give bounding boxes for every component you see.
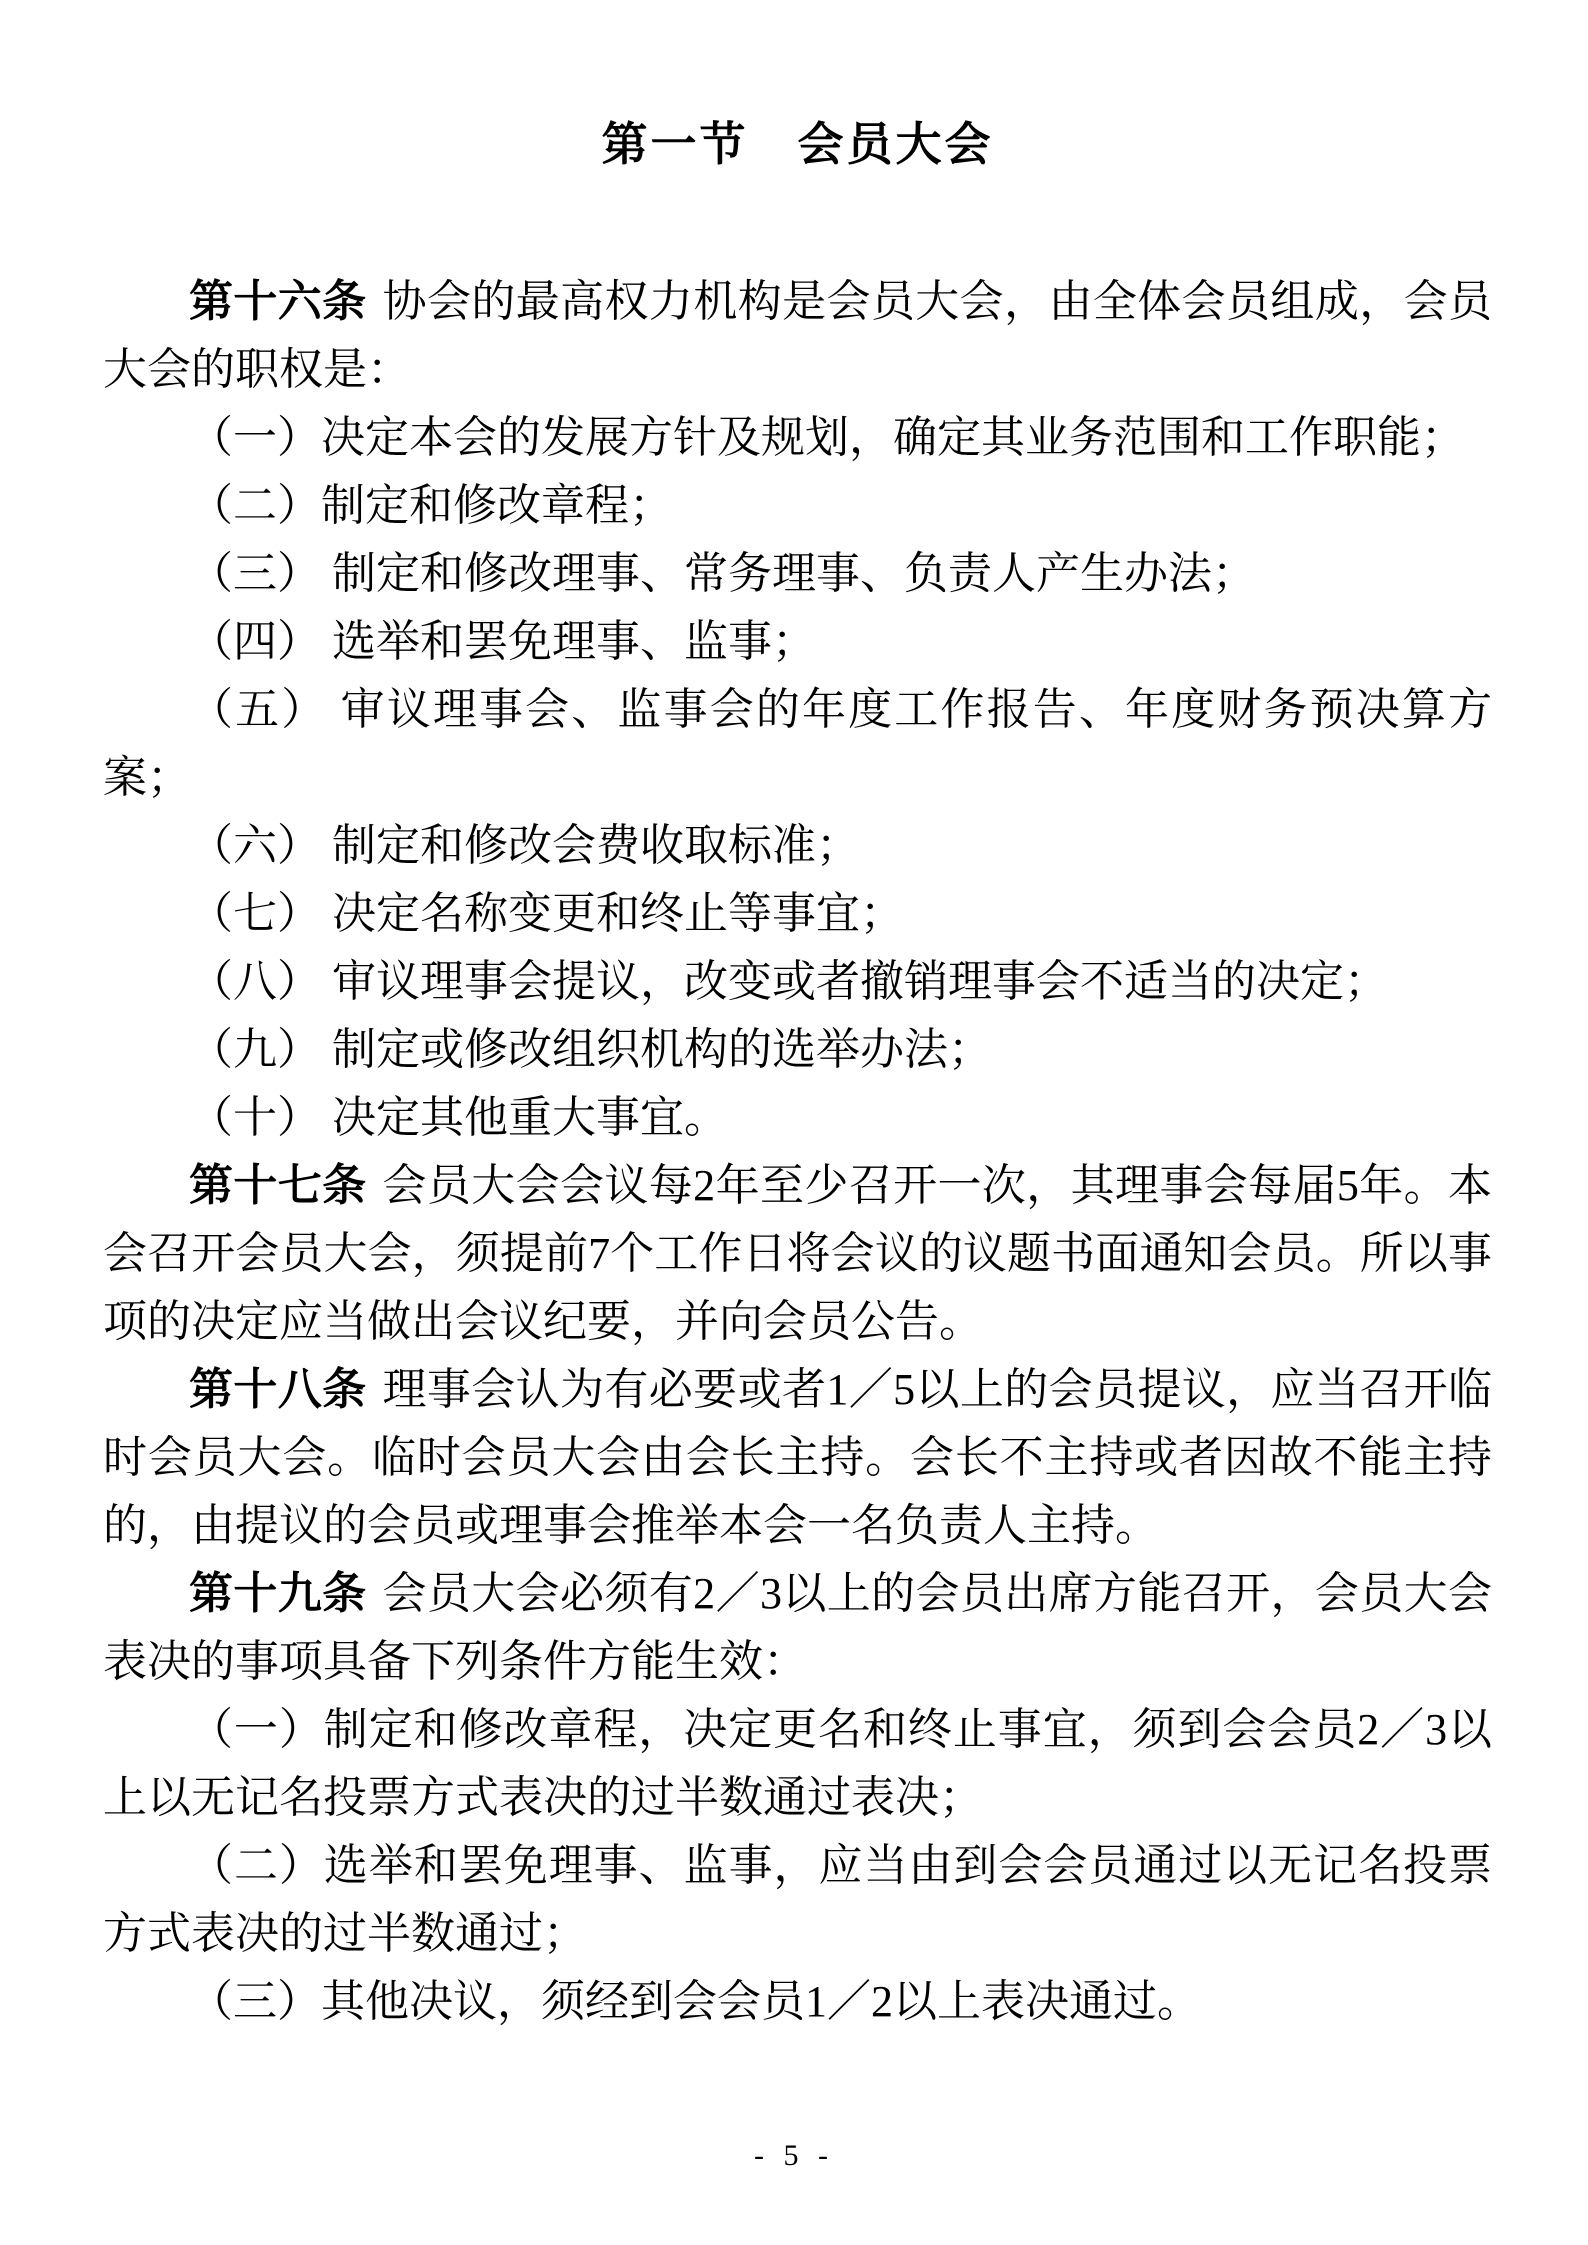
article-19-paragraph — [103, 1560, 1492, 1696]
article-16-paragraph — [103, 268, 1492, 404]
article-18-paragraph — [103, 1356, 1492, 1560]
section-title: 第一节 会员大会 — [601, 118, 994, 170]
article-16-item-2: （二）制定和修改章程； — [189, 481, 673, 530]
article-19-item-3: （三）其他决议，须经到会会员1／2以上表决通过。 — [189, 1977, 1201, 2026]
article-16-item-7: （七） 决定名称变更和终止等事宜； — [189, 889, 904, 938]
article-16-intro: 协会的最高权力机构是会员大会，由全体会员组成，会员大会的职权是： — [103, 277, 1493, 394]
article-16-number: 第十六条 — [189, 277, 367, 326]
article-19-number: 第十九条 — [189, 1569, 367, 1618]
article-16-item-4: （四） 选举和罢免理事、监事； — [189, 617, 816, 666]
article-17-number: 第十七条 — [189, 1161, 367, 1210]
article-18-text: 理事会认为有必要或者1／5以上的会员提议，应当召开临时会员大会。临时会员大会由会长主持。会长不主持或者因故不能主持的，由提议的会员或理事会推举本会一名负责人主持。 — [103, 1365, 1493, 1550]
article-16-item-1: （一）决定本会的发展方针及规划，确定其业务范围和工作职能； — [189, 413, 1465, 462]
article-19-item-2: （二）选举和罢免理事、监事，应当由到会会员通过以无记名投票方式表决的过半数通过； — [103, 1841, 1492, 1958]
article-16-item-9: （九） 制定或修改组织机构的选举办法； — [189, 1025, 992, 1074]
article-17-text: 会员大会会议每2年至少召开一次，其理事会每届5年。本会召开会员大会，须提前7个工作日将会议的议题书面通知会员。所以事项的决定应当做出会议纪要，并向会员公告。 — [103, 1161, 1493, 1346]
article-19-item-1: （一）制定和修改章程，决定更名和终止事宜，须到会会员2／3以上以无记名投票方式表决的过半数通过表决； — [103, 1705, 1492, 1822]
document-body — [103, 268, 1492, 2036]
article-16-item-10: （十） 决定其他重大事宜。 — [189, 1093, 728, 1142]
article-19-intro: 会员大会必须有2／3以上的会员出席方能召开，会员大会表决的事项具备下列条件方能生效： — [103, 1569, 1493, 1686]
article-16-item-5: （五） 审议理事会、监事会的年度工作报告、年度财务预决算方案； — [103, 685, 1492, 802]
article-16-item-6: （六） 制定和修改会费收取标准； — [189, 821, 860, 870]
article-18-number: 第十八条 — [189, 1365, 367, 1414]
article-16-item-8: （八） 审议理事会提议，改变或者撤销理事会不适当的决定； — [189, 957, 1388, 1006]
article-16-item-3: （三） 制定和修改理事、常务理事、负责人产生办法； — [189, 549, 1256, 598]
article-17-paragraph — [103, 1152, 1492, 1356]
page-number: - 5 - — [754, 2139, 834, 2172]
